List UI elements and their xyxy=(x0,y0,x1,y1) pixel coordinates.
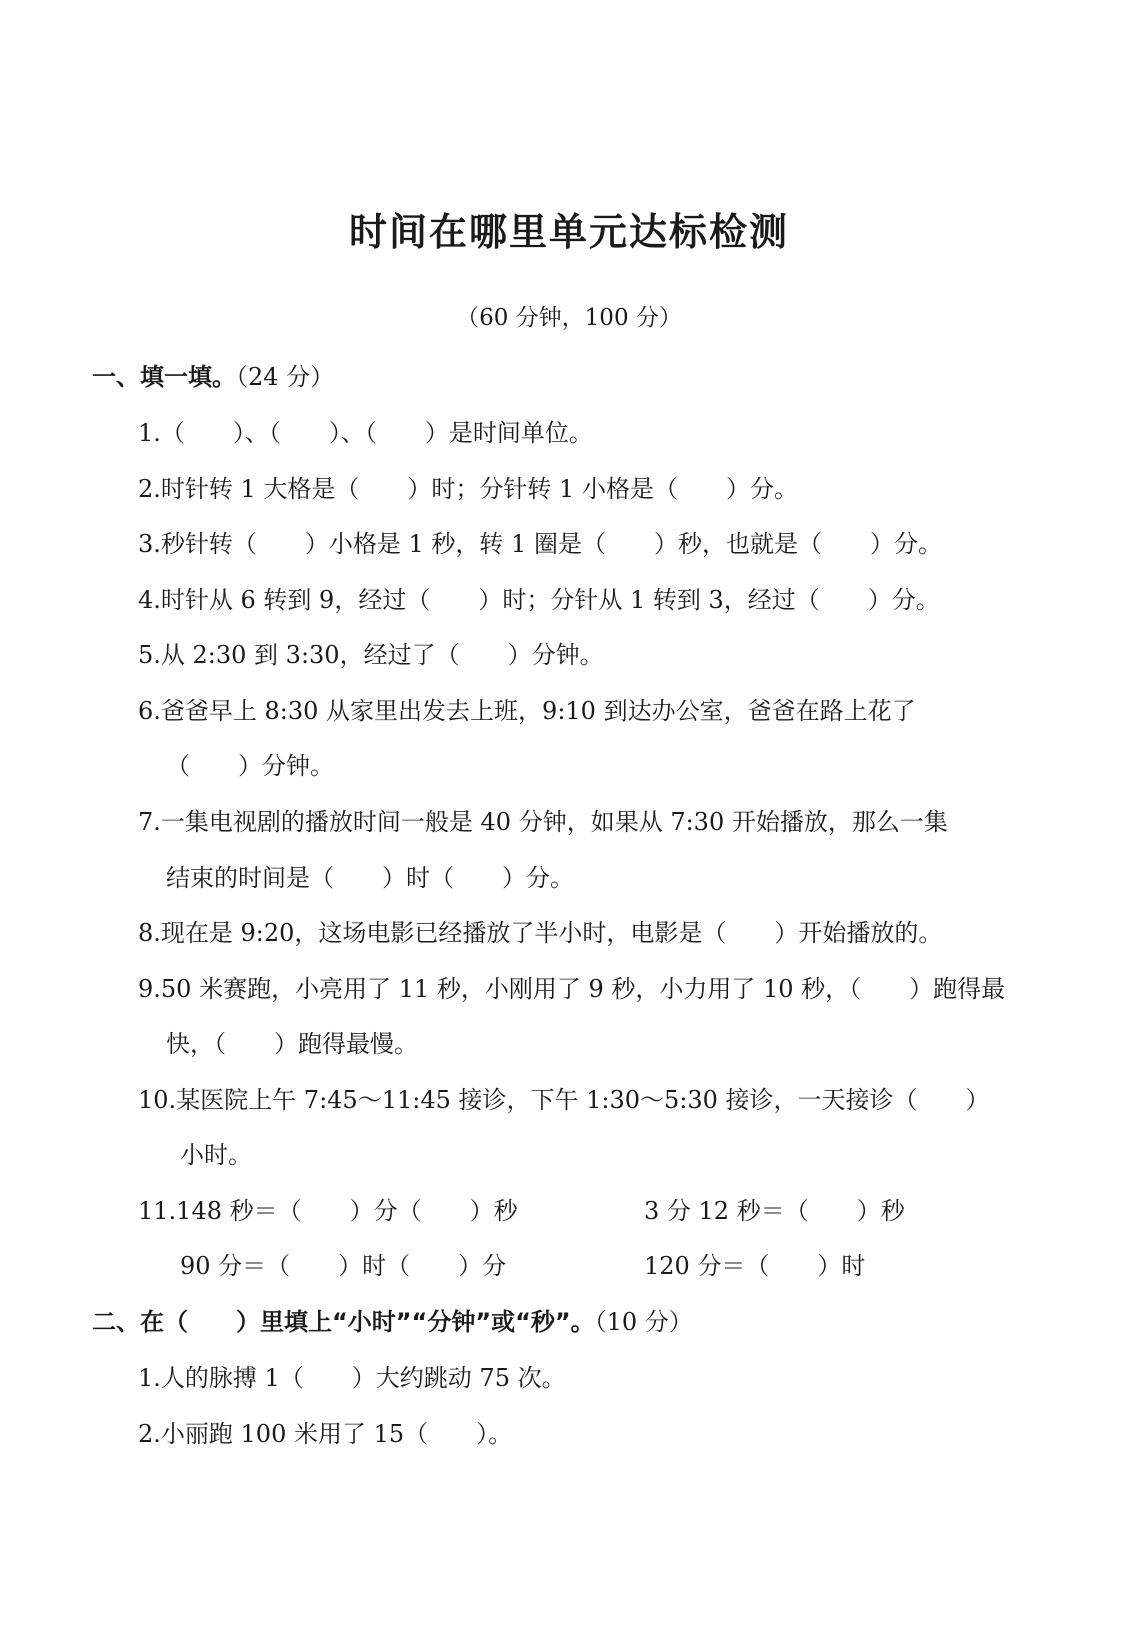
section-2-title: 二、在（ ）里填上“小时”“分钟”或“秒”。 xyxy=(92,1308,595,1336)
question-1-7-line-1: 7.一集电视剧的播放时间一般是 40 分钟，如果从 7:30 开始播放，那么一集 xyxy=(138,808,948,836)
question-1-2: 2.时针转 1 大格是（ ）时；分针转 1 小格是（ ）分。 xyxy=(138,475,798,503)
question-1-6-line-1: 6.爸爸早上 8:30 从家里出发去上班，9:10 到达办公室，爸爸在路上花了 xyxy=(138,697,916,725)
question-1-8: 8.现在是 9:20，这场电影已经播放了半小时，电影是（ ）开始播放的。 xyxy=(138,919,943,947)
section-1-heading xyxy=(92,360,334,394)
question-1-11-a: 11.148 秒＝（ ）分（ ）秒 xyxy=(138,1197,518,1225)
section-2-points: （10 分） xyxy=(594,1308,693,1336)
question-1-10-line-1: 10.某医院上午 7:45～11:45 接诊，下午 1:30～5:30 接诊，一天接诊（ ） xyxy=(138,1086,990,1114)
question-2-1: 1.人的脉搏 1（ ）大约跳动 75 次。 xyxy=(138,1364,566,1392)
question-2-2: 2.小丽跑 100 米用了 15（ ）。 xyxy=(138,1420,513,1448)
question-1-11-d: 120 分＝（ ）时 xyxy=(644,1252,866,1280)
section-1-title: 一、填一填。 xyxy=(92,363,236,391)
question-1-4: 4.时针从 6 转到 9，经过（ ）时；分针从 1 转到 3，经过（ ）分。 xyxy=(138,586,940,614)
question-1-11-c: 90 分＝（ ）时（ ）分 xyxy=(180,1252,507,1280)
page-title: 时间在哪里单元达标检测 xyxy=(348,210,789,254)
question-1-5: 5.从 2:30 到 3:30，经过了（ ）分钟。 xyxy=(138,641,604,669)
section-1-points: （24 分） xyxy=(236,363,335,391)
page-subtitle: （60 分钟，100 分） xyxy=(456,305,682,331)
question-1-10-line-2: 小时。 xyxy=(180,1141,252,1169)
question-1-9-line-1: 9.50 米赛跑，小亮用了 11 秒，小刚用了 9 秒，小力用了 10 秒，（ ）跑得最 xyxy=(138,975,1006,1003)
question-1-7-line-2: 结束的时间是（ ）时（ ）分。 xyxy=(166,864,574,892)
question-1-11-b: 3 分 12 秒＝（ ）秒 xyxy=(644,1197,905,1225)
question-1-3: 3.秒针转（ ）小格是 1 秒，转 1 圈是（ ）秒，也就是（ ）分。 xyxy=(138,530,942,558)
section-2-heading xyxy=(92,1305,693,1339)
question-1-9-line-2: 快，（ ）跑得最慢。 xyxy=(166,1030,418,1058)
question-1-1: 1.（ ）、（ ）、（ ）是时间单位。 xyxy=(138,419,593,447)
question-1-6-line-2: （ ）分钟。 xyxy=(166,752,334,780)
